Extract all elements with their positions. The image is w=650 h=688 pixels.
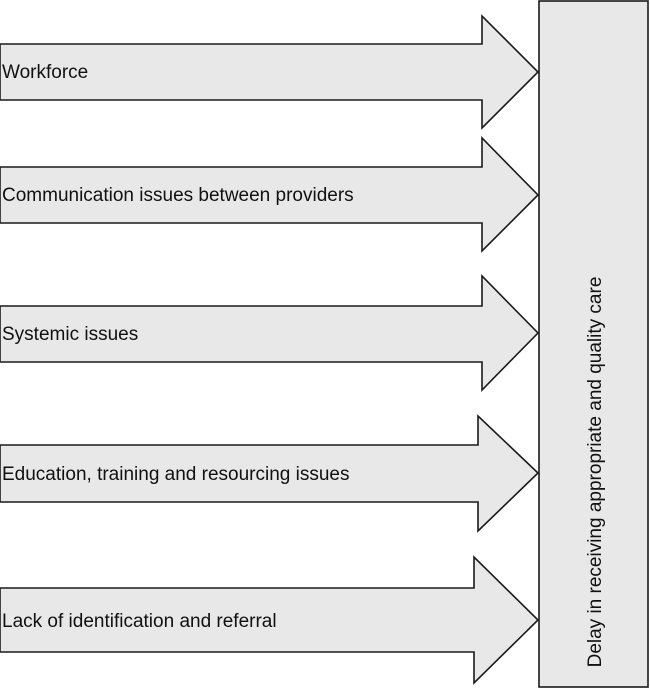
cause-arrow-communication bbox=[0, 138, 538, 251]
cause-label-identification: Lack of identification and referral bbox=[2, 611, 277, 632]
cause-arrow-workforce bbox=[0, 16, 538, 128]
outcome-box-group bbox=[539, 1, 648, 687]
outcome-label: Delay in receiving appropriate and quality care bbox=[585, 276, 606, 668]
cause-label-communication: Communication issues between providers bbox=[2, 185, 354, 206]
cause-label-systemic: Systemic issues bbox=[2, 324, 139, 345]
cause-label-workforce: Workforce bbox=[2, 62, 89, 83]
cause-label-education: Education, training and resourcing issues bbox=[2, 464, 350, 485]
cause-arrow-identification bbox=[0, 557, 538, 683]
cause-arrow-systemic bbox=[0, 276, 538, 390]
cause-arrow-education bbox=[0, 416, 538, 531]
